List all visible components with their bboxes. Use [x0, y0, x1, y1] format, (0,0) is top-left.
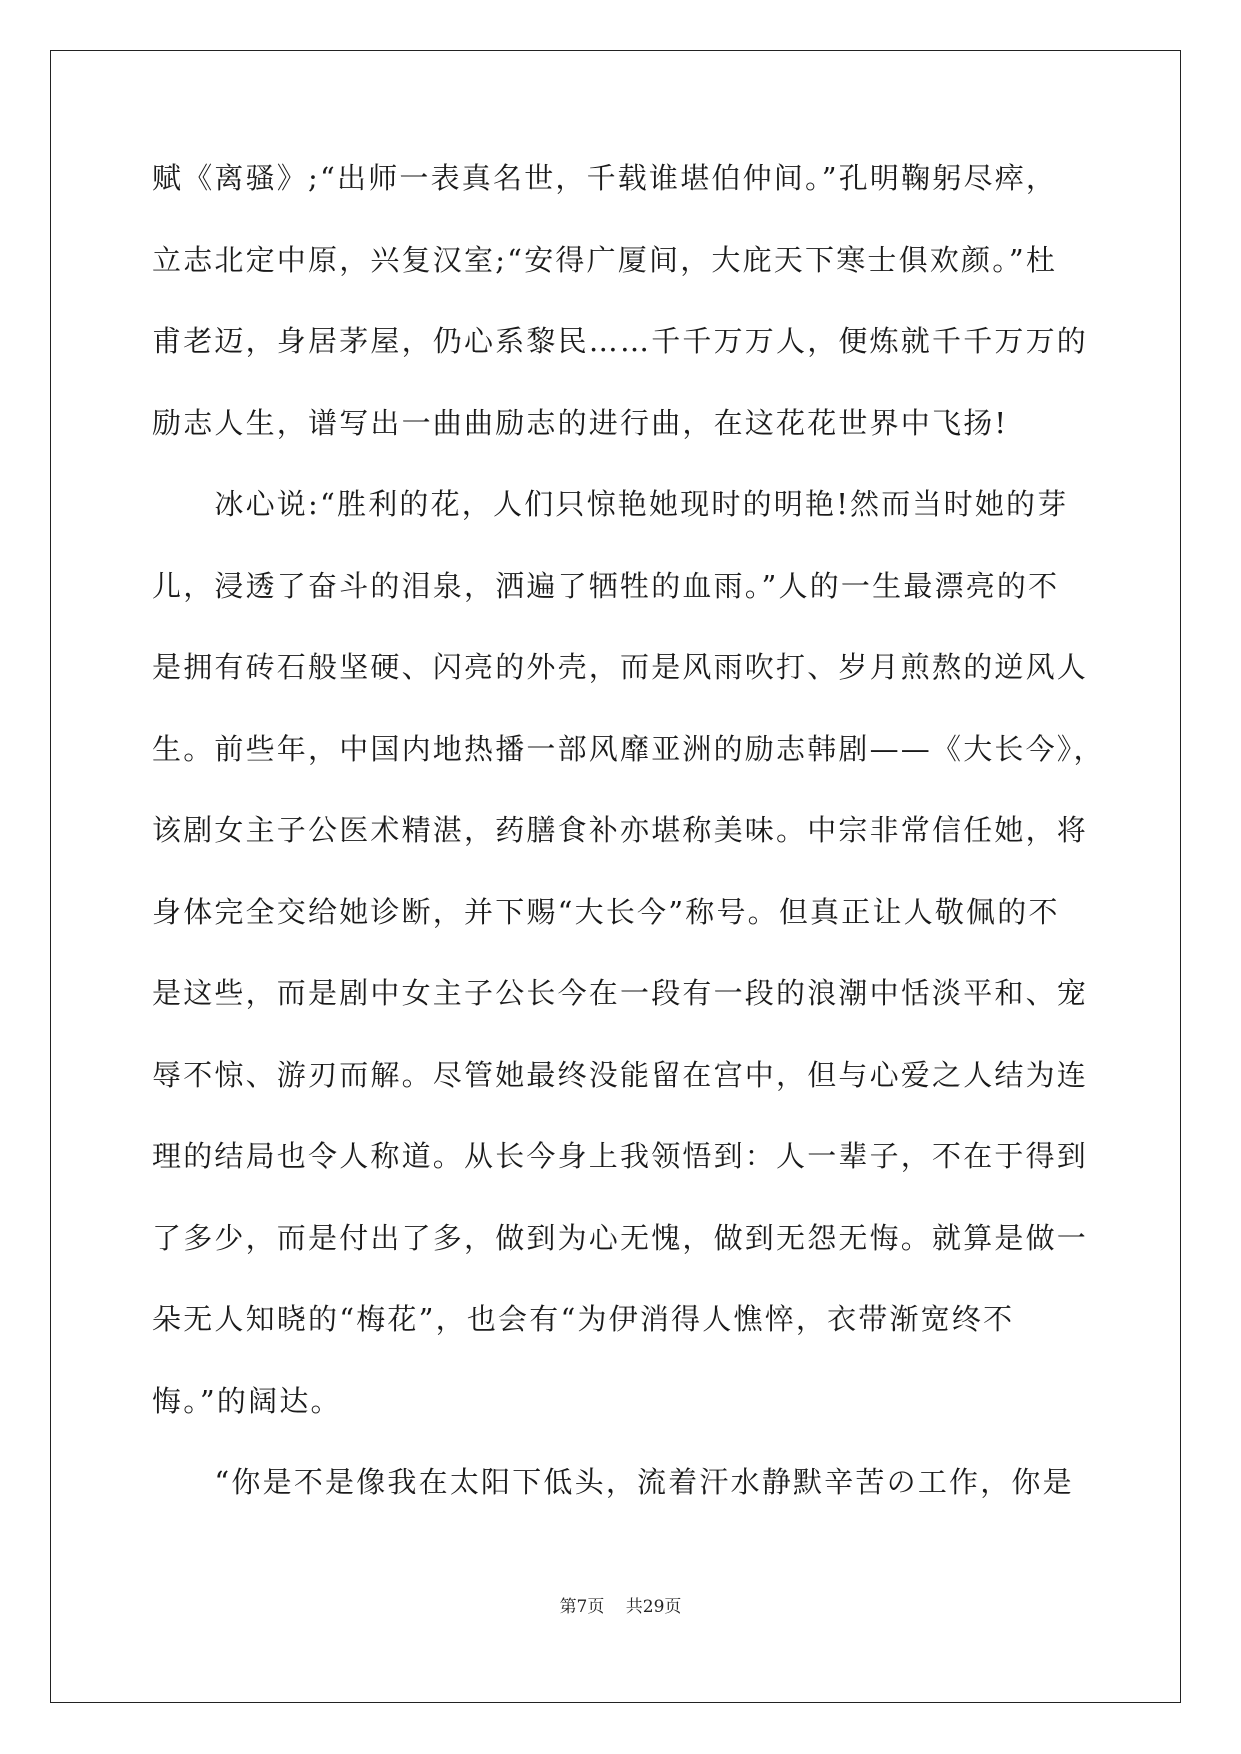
text-line: 赋《离骚》;“出师一表真名世，千载谁堪伯仲间。”孔明鞠躬尽瘁，: [152, 161, 1058, 195]
page-total: 共29页: [625, 1597, 682, 1617]
text-line: 是这些，而是剧中女主子公长今在一段有一段的浪潮中恬淡平和、宠: [152, 976, 1089, 1010]
text-line: 甫老迈，身居茅屋，仍心系黎民……千千万万人，便炼就千千万万的: [152, 324, 1089, 358]
page-number: 第7页: [559, 1597, 605, 1617]
text-line: 身体完全交给她诊断，并下赐“大长今”称号。但真正让人敬佩的不: [152, 894, 1060, 929]
text-line: 儿，浸透了奋斗的泪泉，洒遍了牺牲的血雨。”人的一生最漂亮的不: [152, 568, 1060, 603]
text-line: 朵无人知晓的“梅花”，也会有“为伊消得人憔悴，衣带渐宽终不: [152, 1302, 1015, 1336]
text-line: 立志北定中原，兴复汉室;“安得广厦间，大庇天下寒士俱欢颜。”杜: [152, 242, 1058, 277]
text-line: 了多少，而是付出了多，做到为心无愧，做到无怨无悔。就算是做一: [152, 1220, 1089, 1255]
text-line: 生。前些年，中国内地热播一部风靡亚洲的励志韩剧——《大长今》，: [152, 731, 1105, 766]
text-line: 是拥有砖石般坚硬、闪亮的外壳，而是风雨吹打、岁月煎熬的逆风人: [152, 650, 1089, 684]
text-line: 理的结局也令人称道。从长今身上我领悟到：人一辈子，不在于得到: [152, 1139, 1089, 1173]
document-body: [152, 158, 1105, 1544]
text-line: 该剧女主子公医术精湛，药膳食补亦堪称美味。中宗非常信任她，将: [152, 813, 1089, 847]
text-line: 辱不惊、游刃而解。尽管她最终没能留在宫中，但与心爱之人结为连: [152, 1057, 1089, 1092]
text-line: 冰心说:“胜利的花，人们只惊艳她现时的明艳!然而当时她的芽: [152, 487, 1069, 521]
text-line: 励志人生，谱写出一曲曲励志的进行曲，在这花花世界中飞扬!: [152, 405, 1009, 440]
page-footer: [0, 1592, 1241, 1617]
text-line: “你是不是像我在太阳下低头，流着汗水静默辛苦の工作，你是: [152, 1465, 1074, 1499]
text-line: 悔。”的阔达。: [152, 1383, 342, 1418]
